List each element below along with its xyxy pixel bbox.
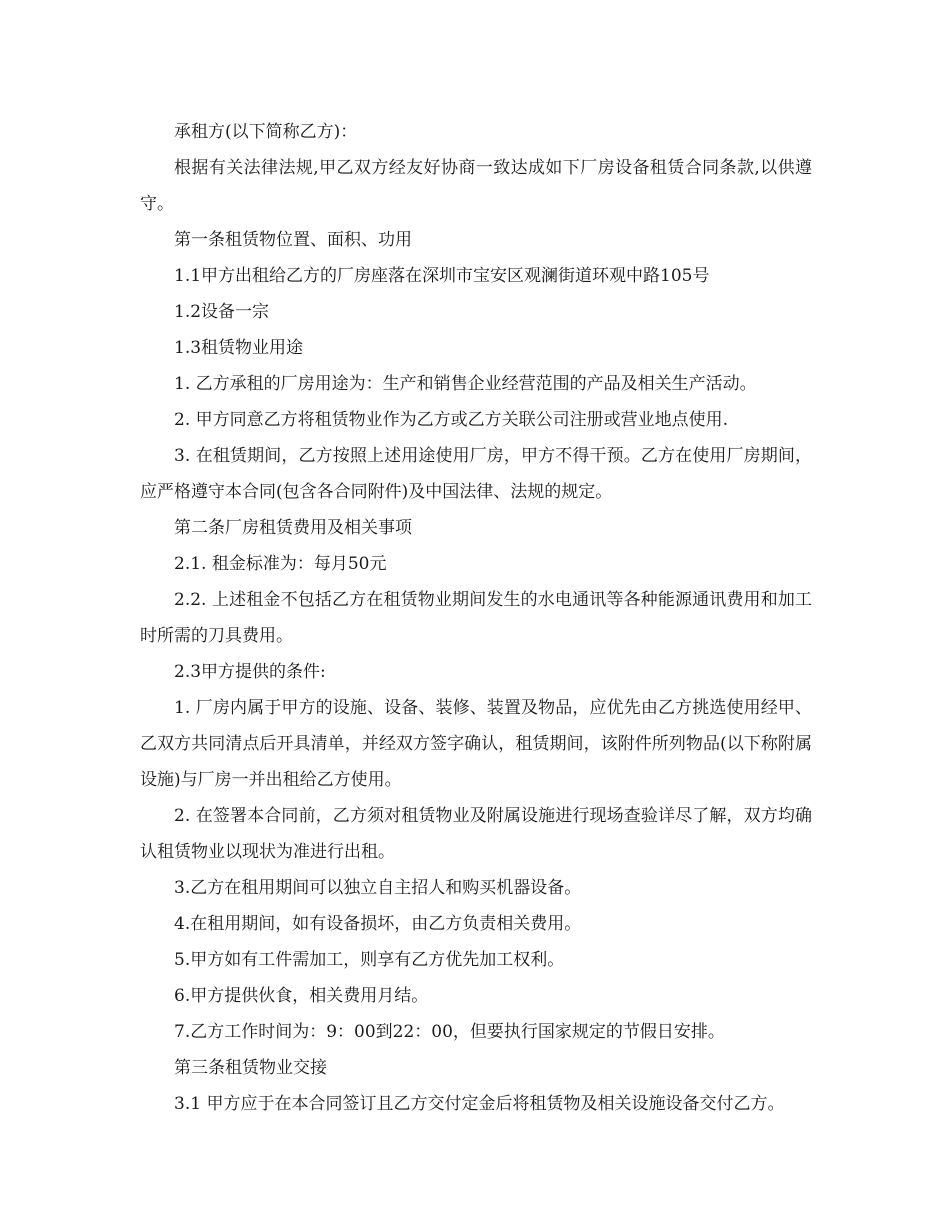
clause-2-3-item-6: 6.甲方提供伙食，相关费用月结。 bbox=[174, 986, 429, 1006]
paragraph-preamble: 根据有关法律法规,甲乙双方经友好协商一致达成如下厂房设备租赁合同条款,以供遵守。 bbox=[140, 158, 812, 214]
paragraph-lessee: 承租方(以下简称乙方)： bbox=[174, 122, 358, 142]
clause-2-2: 2.2. 上述租金不包括乙方在租赁物业期间发生的水电通讯等各种能源通讯费用和加工时所需的刀具费用。 bbox=[140, 590, 812, 646]
clause-2-3-item-4: 4.在租用期间，如有设备损坏，由乙方负责相关费用。 bbox=[174, 914, 582, 934]
document-body bbox=[140, 114, 812, 1122]
heading-article-1: 第一条租赁物位置、面积、功用 bbox=[174, 230, 412, 250]
clause-1-3-item-2: 2. 甲方同意乙方将租赁物业作为乙方或乙方关联公司注册或营业地点使用. bbox=[174, 410, 729, 430]
clause-1-3: 1.3租赁物业用途 bbox=[174, 338, 304, 358]
heading-article-3: 第三条租赁物业交接 bbox=[174, 1058, 327, 1078]
clause-1-3-item-3: 3. 在租赁期间，乙方按照上述用途使用厂房，甲方不得干预。乙方在使用厂房期间，应严格遵守本合同(包含各合同附件)及中国法律、法规的规定。 bbox=[140, 446, 812, 502]
clause-2-3-item-3: 3.乙方在租用期间可以独立自主招人和购买机器设备。 bbox=[174, 878, 582, 898]
clause-2-1: 2.1. 租金标准为：每月50元 bbox=[174, 554, 387, 574]
clause-1-2: 1.2设备一宗 bbox=[174, 302, 270, 322]
clause-3-1: 3.1 甲方应于在本合同签订且乙方交付定金后将租赁物及相关设施设备交付乙方。 bbox=[174, 1094, 785, 1114]
clause-2-3-item-2: 2. 在签署本合同前，乙方须对租赁物业及附属设施进行现场查验详尽了解，双方均确认租赁物业以现状为准进行出租。 bbox=[140, 806, 812, 862]
clause-1-3-item-1: 1. 乙方承租的厂房用途为：生产和销售企业经营范围的产品及相关生产活动。 bbox=[174, 374, 757, 394]
clause-2-3-item-1: 1. 厂房内属于甲方的设施、设备、装修、装置及物品，应优先由乙方挑选使用经甲、乙双方共同清点后开具清单，并经双方签字确认，租赁期间，该附件所列物品(以下称附属设施)与厂房一并出租给乙方使用。 bbox=[140, 698, 812, 790]
clause-1-1: 1.1甲方出租给乙方的厂房座落在深圳市宝安区观澜街道环观中路105号 bbox=[174, 266, 710, 286]
clause-2-3-item-7: 7.乙方工作时间为：9：00到22：00，但要执行国家规定的节假日安排。 bbox=[174, 1022, 725, 1042]
clause-2-3-item-5: 5.甲方如有工件需加工，则享有乙方优先加工权利。 bbox=[174, 950, 565, 970]
heading-article-2: 第二条厂房租赁费用及相关事项 bbox=[174, 518, 412, 538]
clause-2-3: 2.3甲方提供的条件: bbox=[174, 662, 326, 682]
